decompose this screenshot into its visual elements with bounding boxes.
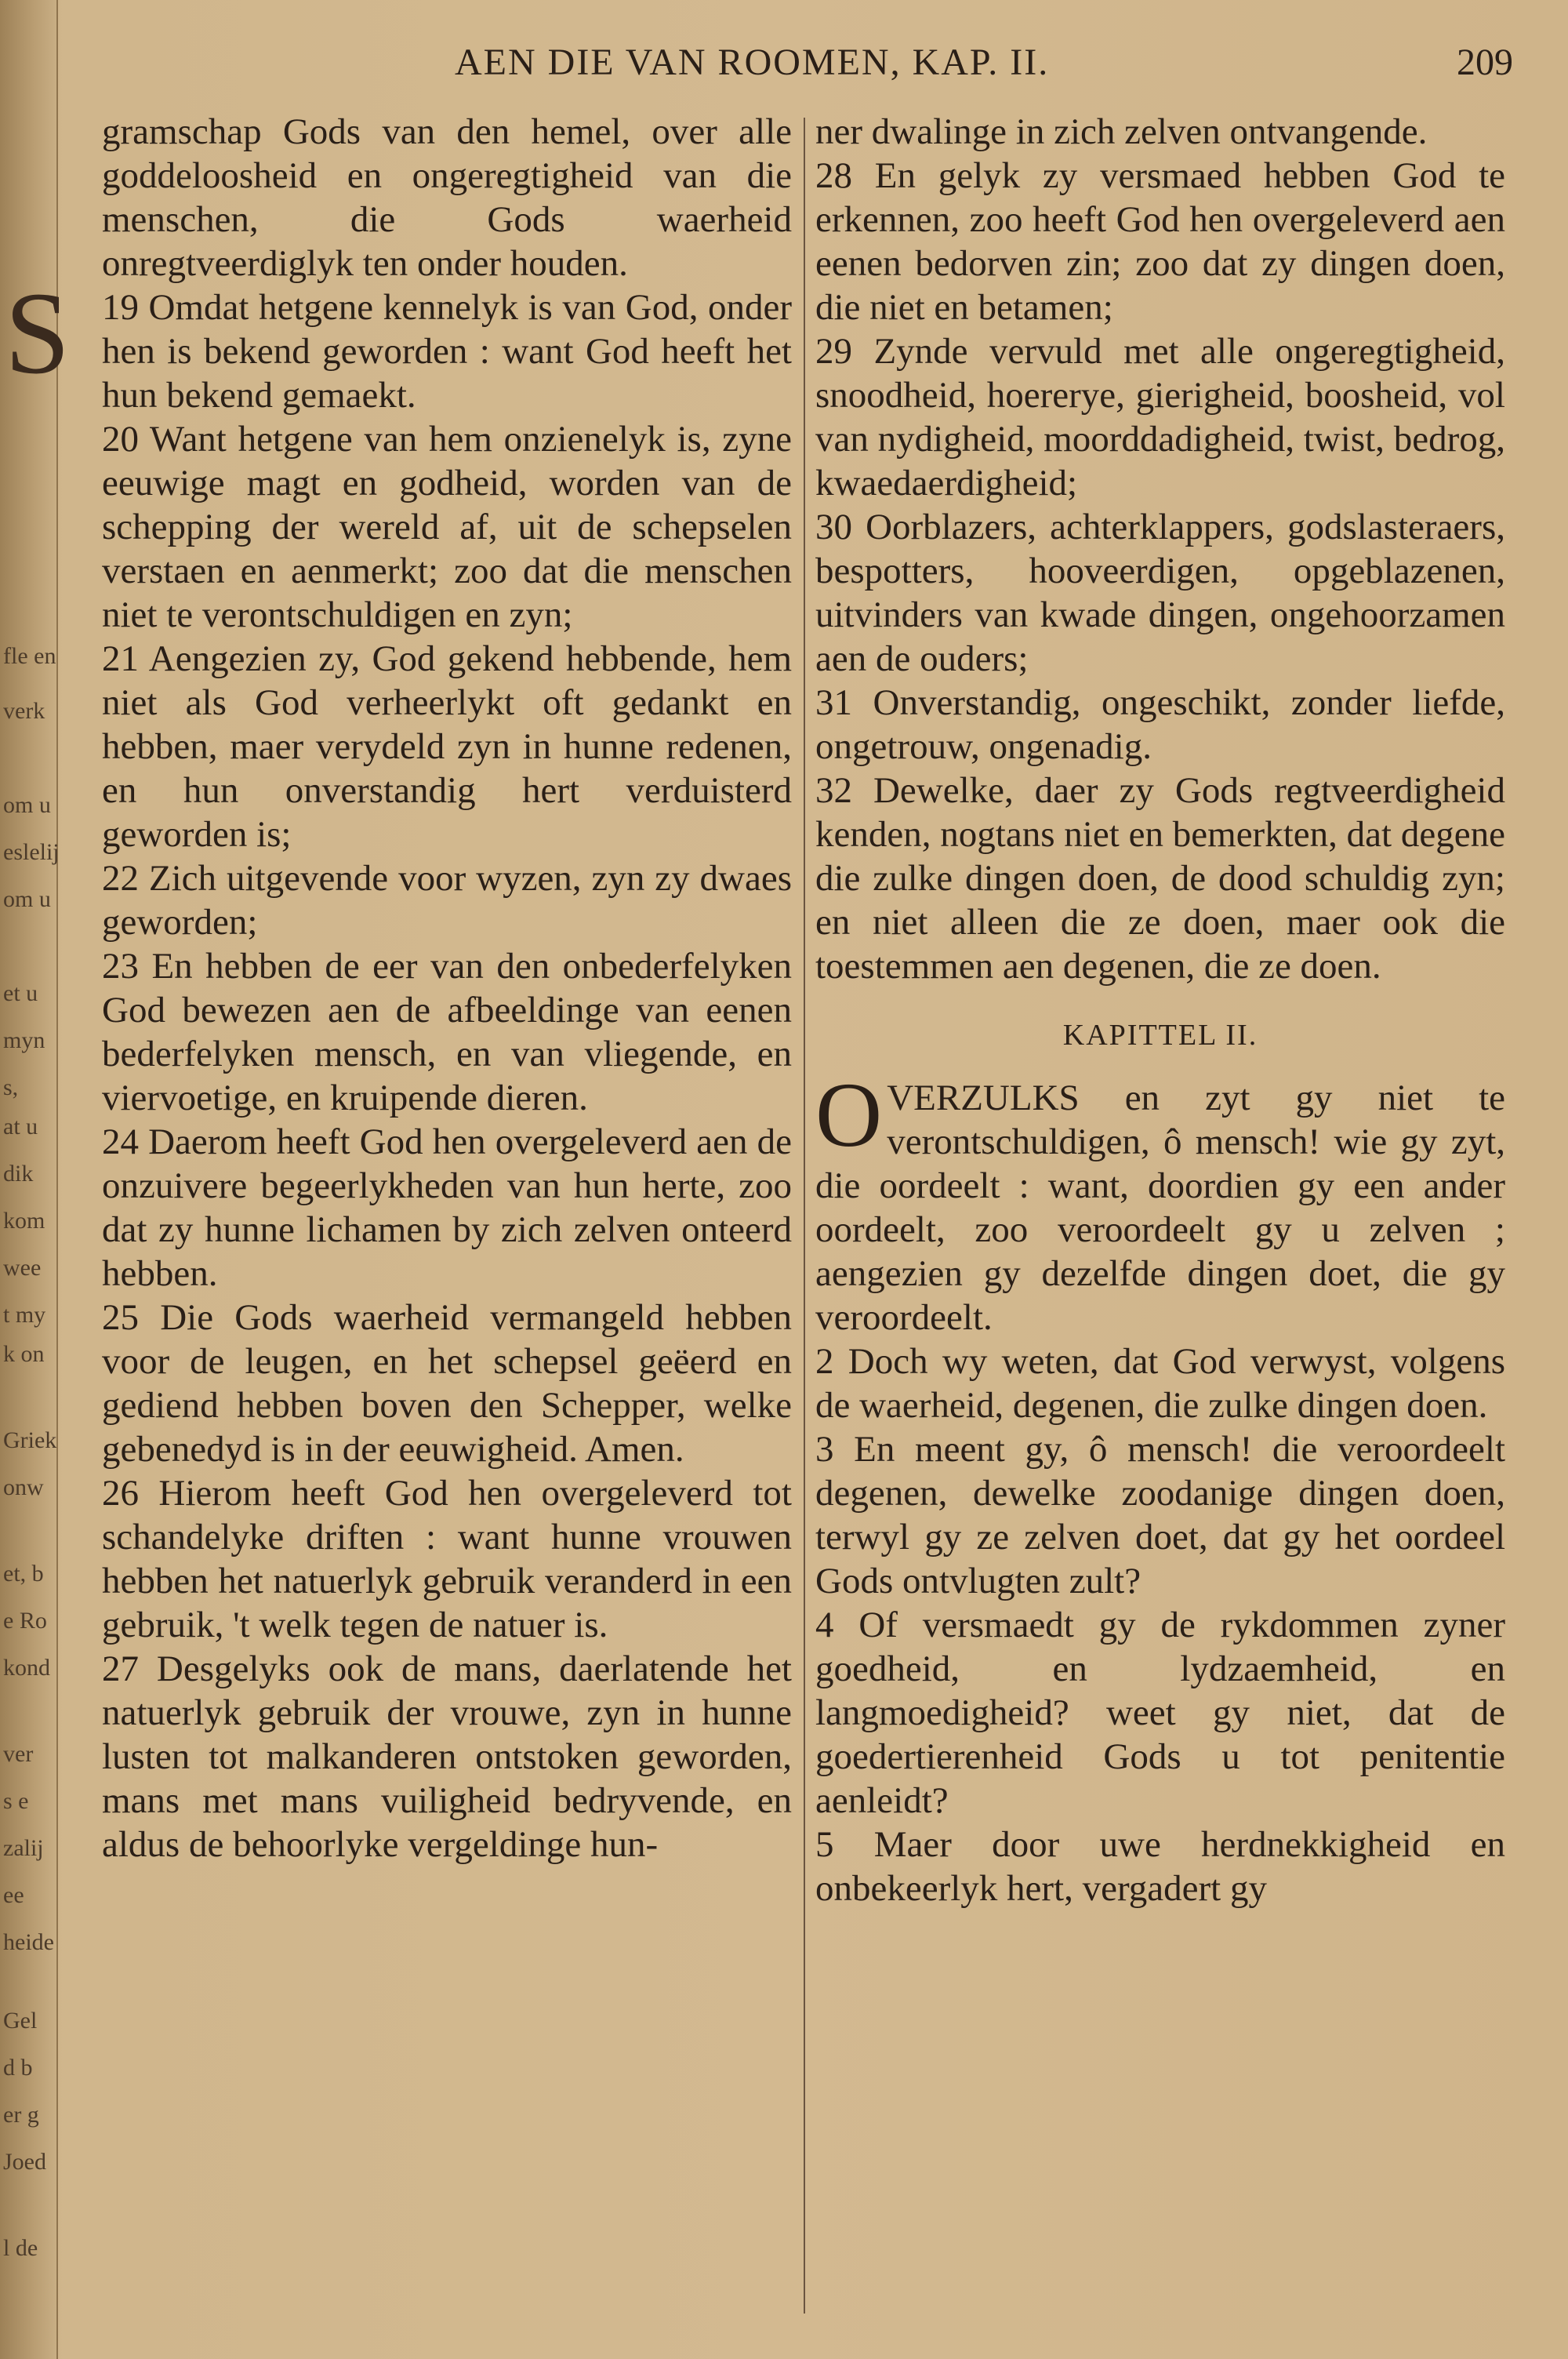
verse-paragraph: 24 Daerom heeft God hen overgeleverd aen de onzuivere begeerlykheden van hun herte, zoo dat zy hunne lichamen by zich zelven onteerd hebben. <box>102 1121 792 1294</box>
verse-paragraph: 32 Dewelke, daer zy Gods regtveerdigheid kenden, nogtans niet en bemerkten, dat degene die zulke dingen doen, de dood schuldig zyn; en niet alleen die ze doen, maer ook die toestemmen aen degenen, die ze doen. <box>815 770 1505 987</box>
verse-paragraph: 19 Omdat hetgene kennelyk is van God, onder hen is bekend geworden : want God heeft het hun bekend gemaekt. <box>102 287 792 416</box>
facing-page-fragment: et u <box>3 980 38 1006</box>
facing-page-fragment: dik <box>3 1161 34 1187</box>
facing-page-initial: S <box>5 268 71 398</box>
verse-paragraph: 31 Onverstandig, ongeschikt, zonder liefde, ongetrouw, ongenadig. <box>815 682 1505 767</box>
facing-page-fragment: er g <box>3 2102 39 2128</box>
facing-page-fragment: verk <box>3 698 45 724</box>
facing-page-fragment: myn <box>3 1027 45 1053</box>
verse-paragraph: 25 Die Gods waerheid vermangeld hebben voor de leugen, en het schepsel geëerd en gediend hebben boven den Schepper, welke gebenedyd is in der eeuwigheid. Amen. <box>102 1297 792 1470</box>
facing-page-fragment: d b <box>3 2055 33 2081</box>
facing-page-fragment: kom <box>3 1208 45 1234</box>
right-column <box>815 110 1505 1910</box>
verse-paragraph: 20 Want hetgene van hem onzienelyk is, zyne eeuwige magt en godheid, worden van de schepping der wereld af, uit de schepselen verstaen en aenmerkt; zoo dat die menschen niet te verontschuldigen en zyn; <box>102 419 792 635</box>
facing-page-fragment: k on <box>3 1341 45 1367</box>
verse-paragraph: 29 Zynde vervuld met alle ongeregtigheid, snoodheid, hoererye, gierigheid, boosheid, vol van nydigheid, moorddadigheid, twist, bedrog, kwaedaerdigheid; <box>815 331 1505 503</box>
facing-page-fragment: l de <box>3 2235 38 2261</box>
facing-page-fragment: onw <box>3 1474 44 1500</box>
facing-page-fragment: e Ro <box>3 1608 47 1634</box>
verse-paragraph: 23 En hebben de eer van den onbederfelyken God bewezen aen de afbeeldinge van eenen bederfelyken mensch, en van vliegende, en viervoetige, en kruipende dieren. <box>102 946 792 1118</box>
page-header <box>0 41 1568 96</box>
verse-paragraph: gramschap Gods van den hemel, over alle goddeloosheid en ongeregtigheid van die menschen, die Gods waerheid onregtveerdiglyk ten onder houden. <box>102 111 792 284</box>
chapter-title: KAPITTEL II. <box>1062 1019 1258 1052</box>
facing-page-fragment: wee <box>3 1255 42 1281</box>
running-head: AEN DIE VAN ROOMEN, KAP. II. <box>455 42 1050 83</box>
column-divider <box>804 118 805 2314</box>
verse-paragraph: 21 Aengezien zy, God gekend hebbende, hem niet als God verheerlykt oft gedankt en hebben, maer verydeld zyn in hunne redenen, en hun onverstandig hert verduisterd geworden is; <box>102 638 792 855</box>
drop-cap: O <box>815 1063 883 1166</box>
verse-paragraph: 27 Desgelyks ook de mans, daerlatende het natuerlyk gebruik der vrouwe, zyn in hunne lusten tot malkanderen ontstoken geworden, mans met mans vuiligheid bedryvende, en aldus de behoorlyke vergeldinge hun- <box>102 1648 792 1865</box>
facing-page-fragment: eslelij <box>3 839 60 865</box>
facing-page-fragment: Gel <box>3 2008 38 2034</box>
verse-paragraph: 3 En meent gy, ô mensch! die veroordeelt degenen, dewelke zoodanige dingen doen, terwyl gy ze zelven doet, dat gy het oordeel Gods ontvlugten zult? <box>815 1429 1505 1601</box>
opening-text: VERZULKS en zyt gy niet te verontschuldigen, ô mensch! wie gy zyt, die oordeelt : want, doordien gy een ander oordeelt, zoo veroordeelt gy u zelven ; aengezien gy dezelfde dingen doet, die gy veroordeelt. <box>815 1078 1505 1338</box>
facing-page-fragment: heide <box>3 1929 54 1955</box>
facing-page-fragment: at u <box>3 1114 38 1140</box>
facing-page-fragment: zalij <box>3 1835 44 1861</box>
facing-page-fragment: t my <box>3 1302 46 1328</box>
verse-paragraph: 2 Doch wy weten, dat God verwyst, volgens de waerheid, degenen, die zulke dingen doen. <box>815 1341 1505 1426</box>
facing-page-fragment: fle en <box>3 643 56 669</box>
facing-page-fragment: ver <box>3 1741 34 1767</box>
facing-page-fragment: s e <box>3 1788 29 1814</box>
facing-page-fragment: s, <box>3 1074 19 1100</box>
facing-page-fragment: et, b <box>3 1561 44 1587</box>
verse-paragraph: 4 Of versmaedt gy de rykdommen zyner goedheid, en lydzaemheid, en langmoedigheid? weet gy niet, dat de goedertierenheid Gods u tot penitentie aenleidt? <box>815 1605 1505 1821</box>
verse-paragraph: 28 En gelyk zy versmaed hebben God te erkennen, zoo heeft God hen overgeleverd aen eenen bedorven zin; zoo dat zy dingen doen, die niet en betamen; <box>815 155 1505 328</box>
verse-paragraph: 30 Oorblazers, achterklappers, godslasteraers, bespotters, hooveerdigen, opgeblazenen, uitvinders van kwade dingen, ongehoorzamen aen de ouders; <box>815 507 1505 679</box>
facing-page-fragment: Griek <box>3 1427 57 1453</box>
page-number: 209 <box>1457 42 1513 83</box>
verse-paragraph: 26 Hierom heeft God hen overgeleverd tot schandelyke driften : want hunne vrouwen hebben het natuerlyk gebruik veranderd in een gebruik, 't welk tegen de natuer is. <box>102 1473 792 1645</box>
facing-page-fragment: om u <box>3 792 51 818</box>
verse-paragraph: 5 Maer door uwe herdnekkigheid en onbekeerlyk hert, vergadert gy <box>815 1824 1505 1909</box>
facing-page-fragment: kond <box>3 1655 50 1681</box>
facing-page-fragment: om u <box>3 886 51 912</box>
verse-paragraph: 22 Zich uitgevende voor wyzen, zyn zy dwaes geworden; <box>102 858 792 943</box>
facing-page-gutter <box>0 0 71 2359</box>
verse-paragraph: ner dwalinge in zich zelven ontvangende. <box>815 111 1428 152</box>
left-column <box>102 110 792 1866</box>
chapter-opening-paragraph <box>815 1063 1505 1339</box>
facing-page-fragment: Joed <box>3 2149 46 2175</box>
facing-page-fragment: ee <box>3 1882 24 1908</box>
